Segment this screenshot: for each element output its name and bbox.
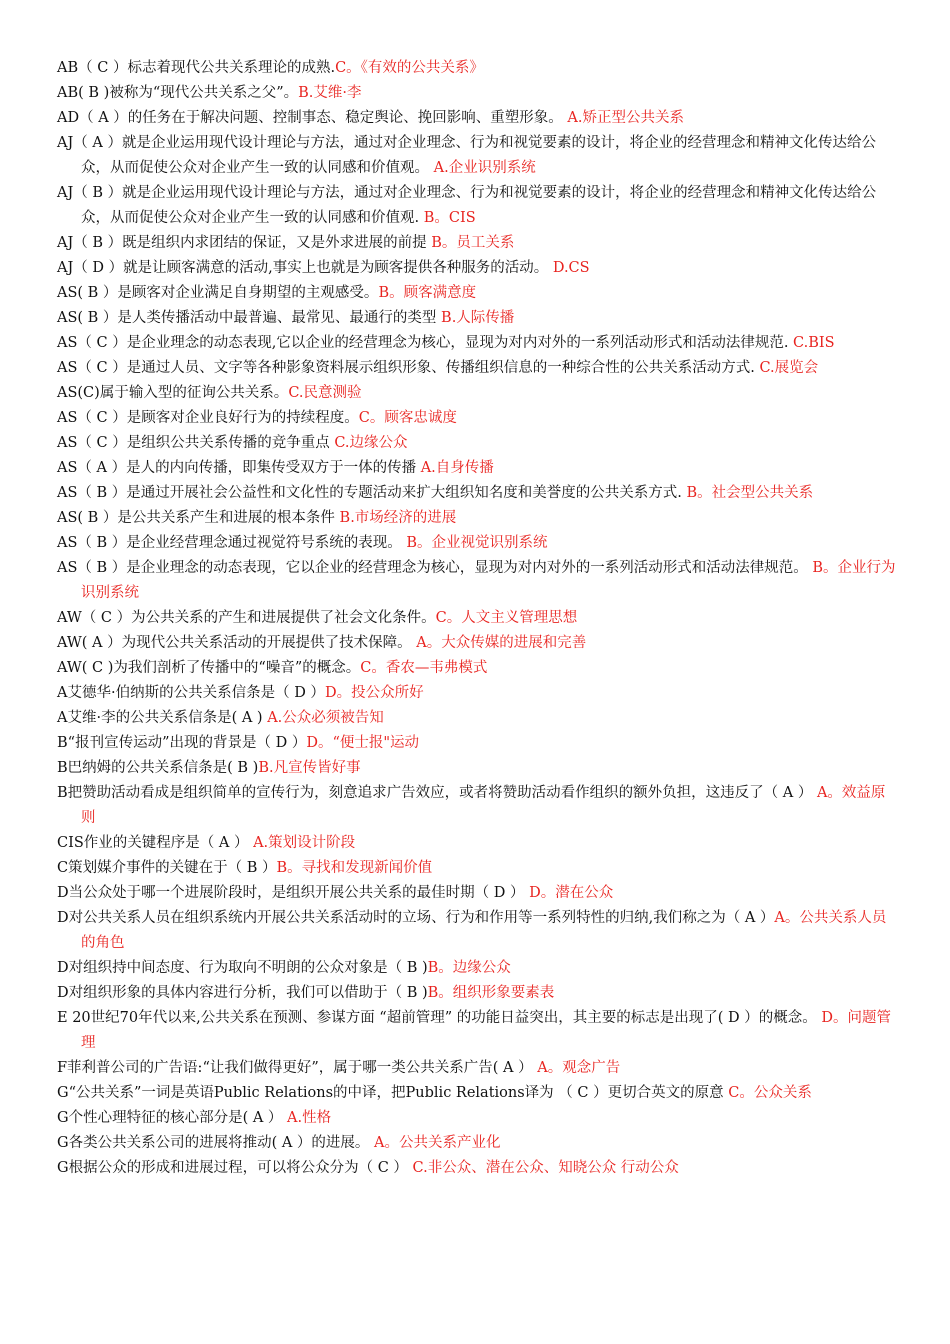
answer-text: B。企业视觉识别系统: [406, 535, 548, 551]
question-entry: [57, 181, 897, 231]
answer-text: A.性格: [287, 1110, 332, 1126]
answer-text: A。公共关系人员的角色: [81, 910, 887, 951]
question-entry: [57, 356, 897, 381]
question-entry: [57, 106, 897, 131]
question-entry: [57, 606, 897, 631]
answer-text: B。组织形象要素表: [427, 985, 555, 1001]
question-text: CIS作业的关键程序是（ A ）: [57, 835, 254, 851]
question-text: AS( B ）是公共关系产生和进展的根本条件: [57, 510, 340, 526]
question-entry: [57, 956, 897, 981]
question-entry: [57, 481, 897, 506]
answer-text: C.非公众、潜在公众、知晓公众 行动公众: [412, 1160, 679, 1176]
answer-text: C。香农—韦弗模式: [360, 660, 488, 676]
answer-text: B。社会型公共关系: [686, 485, 814, 501]
answer-text: B。员工关系: [431, 235, 515, 251]
question-text: D对公共关系人员在组织系统内开展公共关系活动时的立场、行为和作用等一系列特性的归纳,我们称之为（ A ）: [57, 910, 775, 926]
question-text: AS（ C ）是通过人员、文字等各种影象资料展示组织形象、传播组织信息的一种综合性的公共关系活动方式.: [57, 360, 760, 376]
answer-text: B。顾客满意度: [378, 285, 477, 301]
answer-text: C。《有效的公共关系》: [335, 60, 484, 76]
question-text: AS（ C ）是顾客对企业良好行为的持续程度。: [57, 410, 359, 426]
question-entry: [57, 656, 897, 681]
question-entry: [57, 556, 897, 606]
answer-text: C.民意测验: [288, 385, 362, 401]
answer-text: D。投公众所好: [324, 685, 424, 701]
question-entry: [57, 531, 897, 556]
answer-text: A。效益原则: [81, 785, 886, 826]
question-entry: [57, 456, 897, 481]
answer-text: A.自身传播: [420, 460, 494, 476]
question-text: AS（ B ）是企业经营理念通过视觉符号系统的表现。: [57, 535, 407, 551]
question-entry: [57, 306, 897, 331]
question-entry: [57, 256, 897, 281]
answer-text: D。问题管理: [81, 1010, 891, 1051]
question-entry: [57, 731, 897, 756]
answer-text: A.公众必须被告知: [267, 710, 384, 726]
question-entry: [57, 831, 897, 856]
question-text: D对组织持中间态度、行为取向不明朗的公众对象是（ B ): [57, 960, 428, 976]
question-text: E 20世纪70年代以来,公共关系在预测、参谋方面 “超前管理” 的功能日益突出，其主要的标志是出现了( D ）的概念。: [57, 1010, 822, 1026]
question-entry: [57, 431, 897, 456]
question-entry: [57, 1131, 897, 1156]
question-entry: [57, 1006, 897, 1056]
question-entry: [57, 631, 897, 656]
answer-text: B.凡宣传皆好事: [258, 760, 361, 776]
question-entry: [57, 506, 897, 531]
question-text: AS( B ）是人类传播活动中最普遍、最常见、最通行的类型: [57, 310, 442, 326]
question-entry: [57, 756, 897, 781]
question-entry: [57, 81, 897, 106]
question-text: G“公共关系”一词是英语Public Relations的中译，把Public Relations译为 （ C ）更切合英文的原意: [57, 1085, 729, 1101]
answer-text: B.艾维·李: [298, 85, 362, 101]
question-entry: [57, 981, 897, 1006]
answer-text: A。大众传媒的进展和完善: [416, 635, 587, 651]
answer-text: B.市场经济的进展: [339, 510, 457, 526]
question-text: AD（ A ）的任务在于解决问题、控制事态、稳定舆论、挽回影响、重塑形象。: [57, 110, 568, 126]
question-entry: [57, 781, 897, 831]
question-entry: [57, 406, 897, 431]
question-entry: [57, 381, 897, 406]
answer-text: B。边缘公众: [427, 960, 511, 976]
question-entry: [57, 56, 897, 81]
document-page: [57, 56, 897, 1181]
question-text: AS( B ）是顾客对企业满足自身期望的主观感受。: [57, 285, 379, 301]
question-entry: [57, 231, 897, 256]
answer-text: D。潜在公众: [529, 885, 614, 901]
question-text: G个性心理特征的核心部分是( A ）: [57, 1110, 288, 1126]
question-text: AS（ B ）是通过开展社会公益性和文化性的专题活动来扩大组织知名度和美誉度的公共关系方式.: [57, 485, 687, 501]
answer-text: C.展览会: [759, 360, 819, 376]
question-entry: [57, 881, 897, 906]
question-text: AS（ A ）是人的内向传播，即集传受双方于一体的传播: [57, 460, 421, 476]
answer-text: C.BIS: [793, 335, 835, 351]
question-text: AS（ C ）是组织公共关系传播的竞争重点: [57, 435, 335, 451]
question-entry: [57, 1156, 897, 1181]
answer-text: B。寻找和发现新闻价值: [276, 860, 433, 876]
question-text: B把赞助活动看成是组织简单的宣传行为，刻意追求广告效应，或者将赞助活动看作组织的额外负担，这违反了（ A ）: [57, 785, 817, 801]
answer-text: A。公共关系产业化: [374, 1135, 501, 1151]
question-entry: [57, 131, 897, 181]
question-entry: [57, 706, 897, 731]
answer-text: A.策划设计阶段: [253, 835, 356, 851]
question-entry: [57, 681, 897, 706]
answer-text: A.企业识别系统: [433, 160, 536, 176]
question-text: AJ（ D ）就是让顾客满意的活动,事实上也就是为顾客提供各种服务的活动。: [57, 260, 553, 276]
question-text: B“报刊宣传运动”出现的背景是（ D ）: [57, 735, 307, 751]
question-text: AJ（ A ）就是企业运用现代设计理论与方法，通过对企业理念、行为和视觉要素的设计，将企业的经营理念和精神文化传达给公众，从而促使公众对企业产生一致的认同感和价值观。: [57, 135, 876, 176]
question-text: AJ（ B ）既是组织内求团结的保证，又是外求进展的前提: [57, 235, 432, 251]
question-text: AB（ C ）标志着现代公共关系理论的成熟.: [57, 60, 336, 76]
question-text: AW( C )为我们剖析了传播中的“噪音”的概念。: [57, 660, 361, 676]
question-text: F菲利普公司的广告语:“让我们做得更好”，属于哪一类公共关系广告( A ）: [57, 1060, 538, 1076]
answer-text: B.人际传播: [441, 310, 515, 326]
answer-text: A.矫正型公共关系: [567, 110, 684, 126]
question-entry: [57, 906, 897, 956]
question-entry: [57, 281, 897, 306]
question-entry: [57, 1081, 897, 1106]
answer-text: D。“便士报"运动: [306, 735, 420, 751]
answer-text: C。顾客忠诚度: [358, 410, 457, 426]
question-entry: [57, 1106, 897, 1131]
answer-text: B。企业行为识别系统: [81, 560, 896, 601]
question-text: A艾维·李的公共关系信条是( A ): [57, 710, 268, 726]
answer-text: C.边缘公众: [334, 435, 408, 451]
answer-text: C。人文主义管理思想: [435, 610, 578, 626]
answer-text: C。公众关系: [728, 1085, 812, 1101]
question-text: AS（ B ）是企业理念的动态表现，它以企业的经营理念为核心，显现为对内对外的一系列活动形式和活动法律规范。: [57, 560, 813, 576]
question-text: AW( A ）为现代公共关系活动的开展提供了技术保障。: [57, 635, 417, 651]
question-text: AS（ C ）是企业理念的动态表现,它以企业的经营理念为核心，显现为对内对外的一系列活动形式和活动法律规范.: [57, 335, 794, 351]
question-text: AJ（ B ）就是企业运用现代设计理论与方法，通过对企业理念、行为和视觉要素的设计，将企业的经营理念和精神文化传达给公众，从而促使公众对企业产生一致的认同感和价值观.: [57, 185, 877, 226]
question-text: G各类公共关系公司的进展将推动( A ）的进展。: [57, 1135, 375, 1151]
question-text: AS(C)属于输入型的征询公共关系。: [57, 385, 289, 401]
question-entry: [57, 331, 897, 356]
question-text: G根据公众的形成和进展过程，可以将公众分为（ C ）: [57, 1160, 413, 1176]
question-text: AB( B )被称为“现代公共关系之父”。: [57, 85, 299, 101]
answer-text: D.CS: [552, 260, 590, 276]
question-text: A艾德华·伯纳斯的公共关系信条是（ D ）: [57, 685, 325, 701]
question-text: B巴纳姆的公共关系信条是( B ): [57, 760, 259, 776]
answer-text: A。观念广告: [537, 1060, 621, 1076]
question-entry: [57, 1056, 897, 1081]
answer-text: B。CIS: [423, 210, 476, 226]
question-text: D对组织形象的具体内容进行分析，我们可以借助于（ B ): [57, 985, 428, 1001]
question-entry: [57, 856, 897, 881]
question-text: C策划媒介事件的关键在于（ B ）: [57, 860, 277, 876]
question-text: AW（ C ）为公共关系的产生和进展提供了社会文化条件。: [57, 610, 436, 626]
question-text: D当公众处于哪一个进展阶段时，是组织开展公共关系的最佳时期（ D ）: [57, 885, 530, 901]
